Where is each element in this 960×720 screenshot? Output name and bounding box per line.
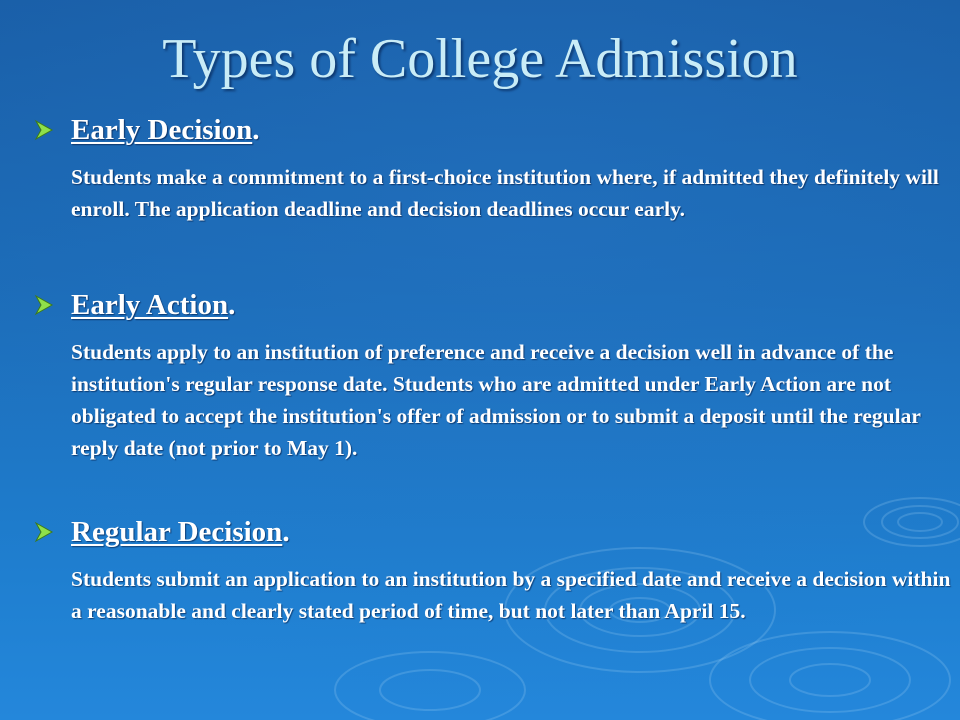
arrowhead-bullet-icon	[34, 521, 54, 543]
section-heading-text	[71, 288, 235, 322]
section-heading	[34, 113, 944, 147]
arrowhead-bullet-icon	[34, 119, 54, 141]
section-regular-decision	[34, 515, 951, 627]
heading-label: Regular Decision	[71, 516, 283, 548]
slide-title: Types of College Admission	[162, 28, 798, 90]
section-description: Students apply to an institution of preference and receive a decision well in advance of the institution's regular response date. Students who are admitted under Early Action are not obligated to accept the institution's offer of admission or to submit a deposit until the regular reply date (not prior to May 1).	[71, 340, 921, 460]
heading-label: Early Action	[71, 289, 229, 321]
arrowhead-bullet-icon	[34, 294, 54, 316]
heading-punctuation: .	[252, 114, 260, 146]
section-heading	[34, 288, 944, 322]
section-description: Students submit an application to an institution by a specified date and receive a decision within a reasonable and clearly stated period of time, but not later than April 15.	[71, 567, 951, 623]
heading-label: Early Decision	[71, 114, 253, 146]
heading-punctuation: .	[282, 516, 290, 548]
section-early-decision	[34, 113, 944, 225]
section-early-action	[34, 288, 944, 464]
section-heading-text	[71, 515, 290, 549]
section-description: Students make a commitment to a first-choice institution where, if admitted they definitely will enroll. The application deadline and decision deadlines occur early.	[71, 165, 939, 221]
section-heading	[34, 515, 944, 549]
section-heading-text	[71, 113, 260, 147]
heading-punctuation: .	[228, 289, 236, 321]
